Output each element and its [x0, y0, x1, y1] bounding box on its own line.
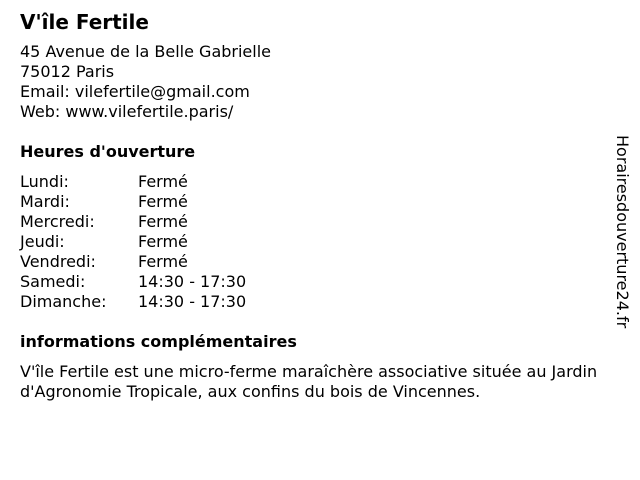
opening-hours-heading: Heures d'ouverture — [20, 142, 196, 161]
day-hours: Fermé — [138, 172, 188, 191]
hours-row-friday — [20, 252, 246, 272]
business-description: V'île Fertile est une micro-ferme maraîchère associative située au Jardin d'Agronomie Tropicale, aux confins du bois de Vincennes. — [20, 362, 598, 401]
day-label: Mercredi: — [20, 212, 95, 231]
day-label: Dimanche: — [20, 292, 107, 311]
day-hours: 14:30 - 17:30 — [138, 292, 247, 311]
day-label: Jeudi: — [20, 232, 65, 251]
day-hours: Fermé — [138, 212, 188, 231]
hours-row-tuesday — [20, 192, 246, 212]
address-line-2: 75012 Paris — [20, 62, 115, 81]
email-line: Email: vilefertile@gmail.com — [20, 82, 250, 101]
day-label: Lundi: — [20, 172, 69, 191]
hours-row-thursday — [20, 232, 246, 252]
hours-row-monday — [20, 172, 246, 192]
day-label: Samedi: — [20, 272, 86, 291]
hours-row-sunday — [20, 292, 246, 312]
opening-hours-table — [20, 172, 246, 312]
web-line: Web: www.vilefertile.paris/ — [20, 102, 234, 121]
day-hours: Fermé — [138, 192, 188, 211]
day-label: Mardi: — [20, 192, 70, 211]
address-line-1: 45 Avenue de la Belle Gabrielle — [20, 42, 271, 61]
day-hours: Fermé — [138, 232, 188, 251]
day-hours: Fermé — [138, 252, 188, 271]
business-name: V'île Fertile — [20, 10, 149, 34]
additional-info-heading: informations complémentaires — [20, 332, 297, 351]
day-hours: 14:30 - 17:30 — [138, 272, 247, 291]
contact-block — [20, 42, 610, 122]
business-card — [20, 10, 610, 402]
hours-row-wednesday — [20, 212, 246, 232]
hours-row-saturday — [20, 272, 246, 292]
day-label: Vendredi: — [20, 252, 96, 271]
site-watermark: Horairesdouverture24.fr — [613, 135, 632, 329]
